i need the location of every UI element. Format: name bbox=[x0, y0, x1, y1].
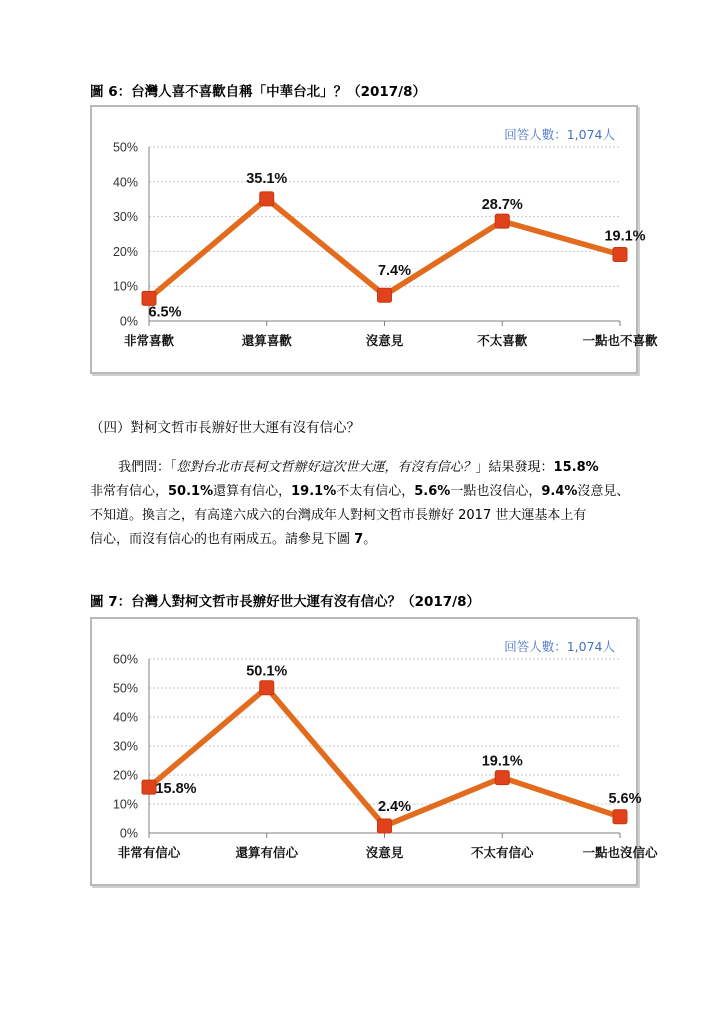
figure-reference: 7 bbox=[354, 532, 364, 547]
y-tick-label: 10% bbox=[112, 279, 138, 294]
data-point-marker bbox=[260, 192, 274, 206]
survey-question-quote: 您對台北市長柯文哲辦好這次世大運，有沒有信心？ bbox=[176, 460, 476, 475]
paragraph-text: 沒意見、 bbox=[577, 484, 630, 499]
x-category-label: 還算喜歡 bbox=[241, 333, 292, 348]
x-category-label: 沒意見 bbox=[365, 333, 404, 348]
figure-6-chart bbox=[90, 105, 658, 374]
percent-value: 9.4% bbox=[541, 484, 578, 499]
paragraph-text: 不太有信心， bbox=[336, 484, 415, 499]
data-point-marker bbox=[495, 214, 509, 228]
data-label: 6.5% bbox=[148, 304, 182, 321]
y-tick-label: 0% bbox=[119, 314, 138, 329]
y-tick-label: 50% bbox=[112, 681, 138, 696]
paragraph-line-2 bbox=[90, 480, 650, 504]
y-tick-label: 20% bbox=[112, 768, 138, 783]
figure-7-chart bbox=[90, 617, 658, 886]
data-point-marker bbox=[495, 771, 509, 785]
y-tick-label: 40% bbox=[112, 710, 138, 725]
data-label: 50.1% bbox=[246, 663, 288, 680]
x-category-label: 不太喜歡 bbox=[477, 333, 528, 348]
figure-7-plot bbox=[92, 619, 658, 884]
percent-value: 5.6% bbox=[414, 484, 451, 499]
y-tick-label: 40% bbox=[112, 175, 138, 190]
data-point-marker bbox=[142, 291, 156, 305]
percent-value: 19.1% bbox=[291, 484, 337, 499]
y-tick-label: 0% bbox=[119, 826, 138, 841]
data-label: 5.6% bbox=[608, 790, 642, 807]
x-category-label: 一點也不喜歡 bbox=[582, 333, 658, 348]
data-point-marker bbox=[142, 780, 156, 794]
data-label: 28.7% bbox=[481, 197, 523, 214]
paragraph-text: 非常有信心， bbox=[90, 484, 169, 499]
figure-6-plot bbox=[92, 107, 658, 372]
respondents-count: 回答人數：1,074人 bbox=[504, 639, 615, 654]
paragraph-line-4 bbox=[90, 528, 650, 552]
data-label: 19.1% bbox=[481, 753, 523, 770]
x-category-label: 沒意見 bbox=[365, 845, 404, 860]
series-line bbox=[149, 199, 620, 299]
x-category-label: 一點也沒信心 bbox=[582, 845, 658, 860]
paragraph-text: 。 bbox=[363, 532, 377, 547]
paragraph-text: 信心，而沒有信心的也有兩成五。請參見下圖 bbox=[90, 532, 355, 547]
x-category-label: 非常有信心 bbox=[117, 845, 181, 860]
x-category-label: 非常喜歡 bbox=[123, 333, 175, 348]
data-label: 2.4% bbox=[377, 799, 412, 816]
data-label: 19.1% bbox=[604, 228, 646, 245]
x-category-label: 不太有信心 bbox=[470, 845, 534, 860]
figure-6-title: 圖 6：台灣人喜不喜歡自稱「中華台北」？（2017/8） bbox=[90, 84, 426, 100]
paragraph-line-1 bbox=[118, 456, 678, 480]
paragraph-line-3 bbox=[90, 504, 650, 528]
y-tick-label: 60% bbox=[112, 652, 138, 667]
data-point-marker bbox=[378, 819, 392, 833]
data-point-marker bbox=[260, 681, 274, 695]
percent-value: 50.1% bbox=[168, 484, 214, 499]
paragraph-text: 一點也沒信心， bbox=[450, 484, 542, 499]
respondents-count: 回答人數：1,074人 bbox=[504, 127, 615, 142]
section-heading: （四）對柯文哲市長辦好世大運有沒有信心？ bbox=[90, 420, 360, 436]
x-category-label: 還算有信心 bbox=[235, 845, 299, 860]
data-point-marker bbox=[613, 810, 627, 824]
paragraph-text: 不知道。換言之，有高達六成六的台灣成年人對柯文哲市長辦好 2017 世大運基本上有 bbox=[90, 508, 587, 523]
paragraph-text: 還算有信心， bbox=[213, 484, 292, 499]
data-label: 35.1% bbox=[246, 170, 288, 187]
paragraph-text: 」結果發現： bbox=[475, 460, 554, 475]
paragraph-text: 我們問：「 bbox=[118, 460, 177, 475]
percent-value: 15.8% bbox=[553, 460, 599, 475]
y-tick-label: 10% bbox=[112, 797, 138, 812]
data-point-marker bbox=[378, 288, 392, 302]
figure-7-title: 圖 7：台灣人對柯文哲市長辦好世大運有沒有信心？（2017/8） bbox=[90, 594, 480, 610]
y-tick-label: 50% bbox=[112, 140, 138, 155]
data-label: 15.8% bbox=[155, 781, 197, 798]
y-tick-label: 30% bbox=[112, 210, 138, 225]
y-tick-label: 30% bbox=[112, 739, 138, 754]
data-point-marker bbox=[613, 248, 627, 262]
data-label: 7.4% bbox=[377, 263, 412, 280]
y-tick-label: 20% bbox=[112, 244, 138, 259]
